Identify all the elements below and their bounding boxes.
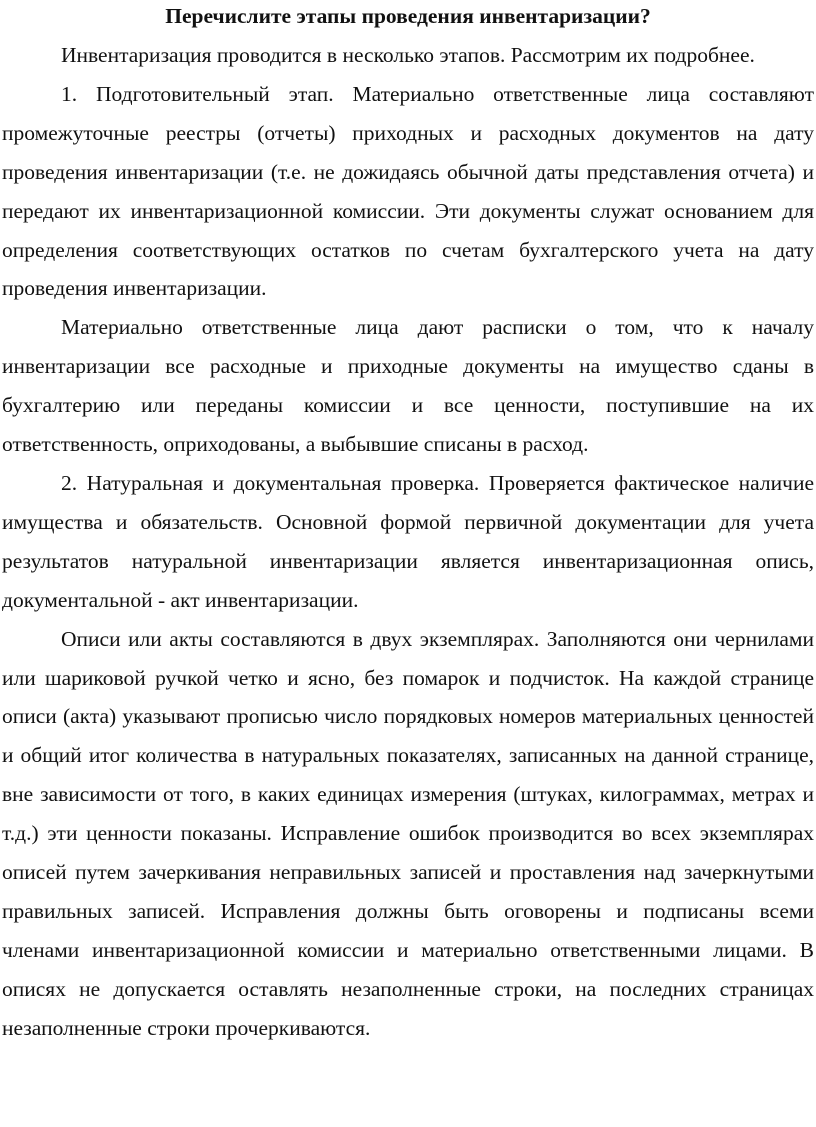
paragraph-inventory-lists: Описи или акты составляются в двух экземплярах. Заполняются они чернилами или шариковой ручкой четко и ясно, без помарок и подчисток. На каждой странице описи (акта) указывают прописью число порядковых номеров материальных ценностей и общий итог количества в натуральных показателях, записанных на данной странице, вне зависимости от того, в каких единицах измерения (штуках, килограммах, метрах и т.д.) эти ценности показаны. Исправление ошибок производится во всех экземплярах описей путем зачеркивания неправильных записей и проставления над зачеркнутыми правильных записей. Исправления должны быть оговорены и подписаны всеми членами инвентаризационной комиссии и материально ответственными лицами. В описях не допускается оставлять незаполненные строки, на последних страницах незаполненные строки прочеркиваются. — [2, 626, 814, 1040]
paragraph-receipts: Материально ответственные лица дают расписки о том, что к началу инвентаризации все расходные и приходные документы на имущество сданы в бухгалтерию или переданы комиссии и все ценности, поступившие на их ответственность, оприходованы, а выбывшие списаны в расход. — [2, 315, 814, 457]
paragraph-stage-2: 2. Натуральная и документальная проверка. Проверяется фактическое наличие имущества и обязательств. Основной формой первичной документации для учета результатов натуральной инвентаризации является инвентаризационная опись, документальной - акт инвентаризации. — [2, 470, 814, 612]
paragraph-intro: Инвентаризация проводится в несколько этапов. Рассмотрим их подробнее. — [61, 43, 755, 67]
paragraph-stage-1: 1. Подготовительный этап. Материально ответственные лица составляют промежуточные реестры (отчеты) приходных и расходных документов на дату проведения инвентаризации (т.е. не дожидаясь обычной даты представления отчета) и передают их инвентаризационной комиссии. Эти документы служат основанием для определения соответствующих остатков по счетам бухгалтерского учета на дату проведения инвентаризации. — [2, 81, 814, 301]
document-title: Перечислите этапы проведения инвентаризации? — [165, 4, 651, 28]
